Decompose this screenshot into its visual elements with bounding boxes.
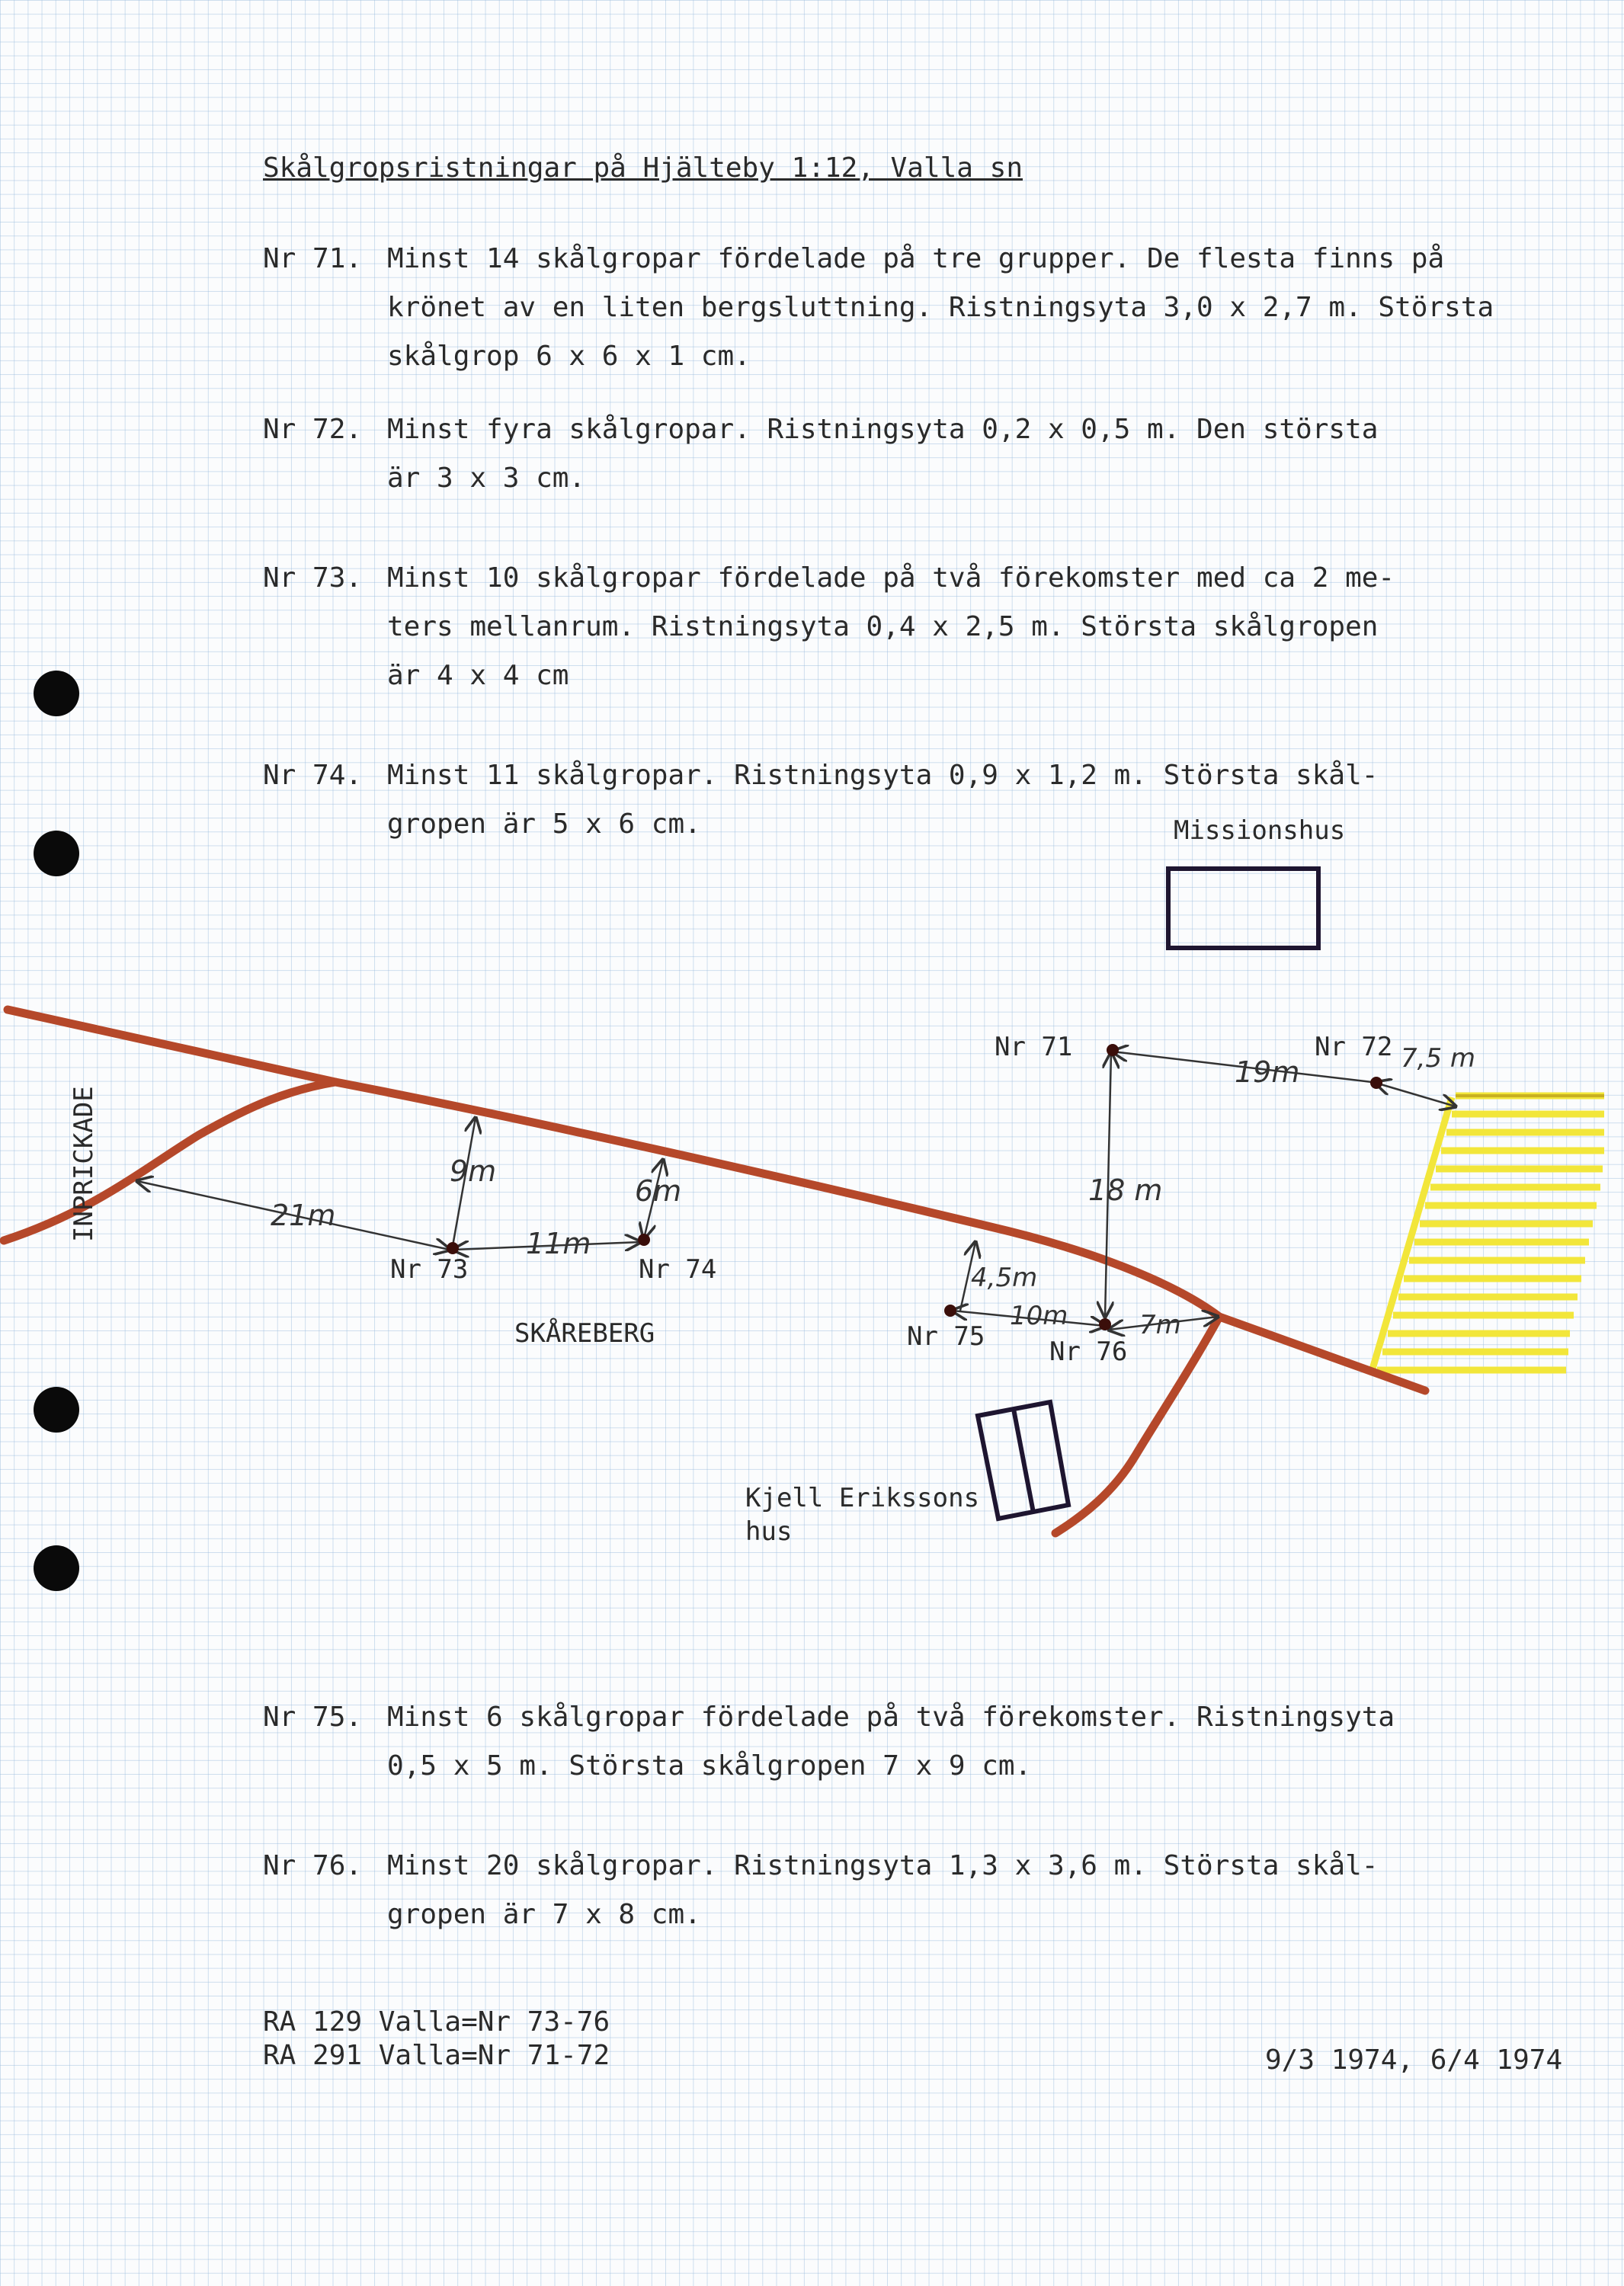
missionshus-label: Missionshus (1174, 815, 1346, 846)
site-point-73 (447, 1242, 459, 1254)
entry-text: är 3 x 3 cm. (387, 463, 586, 494)
entry-text: gropen är 5 x 6 cm. (387, 808, 701, 840)
site-point-76 (1099, 1318, 1111, 1330)
entry-nr: Nr 76. (263, 1850, 363, 1881)
distance-label: 4,5m (971, 1263, 1038, 1293)
entry-nr: Nr 72. (263, 414, 363, 445)
distance-label: 6m (635, 1174, 682, 1208)
entry-text: Minst fyra skålgropar. Ristningsyta 0,2 x 0,5 m. Den största (387, 414, 1379, 445)
inprickade-label: INPRICKADE (69, 1086, 99, 1242)
entry-nr: Nr 73. (263, 562, 363, 594)
kjell-house-label: hus (745, 1516, 793, 1547)
entry-nr: Nr 74. (263, 760, 363, 791)
site-label-75: Nr 75 (907, 1321, 985, 1352)
distance-label: 11m (526, 1227, 591, 1260)
missionshus-building (1168, 869, 1318, 948)
site-point-72 (1370, 1077, 1382, 1089)
distance-label: 7,5 m (1401, 1043, 1475, 1074)
skareberg-label: SKÅREBERG (514, 1318, 655, 1349)
site-point-71 (1107, 1044, 1119, 1056)
entry-text: är 4 x 4 cm (387, 660, 569, 691)
site-label-72: Nr 72 (1315, 1032, 1393, 1062)
entry-text: krönet av en liten bergsluttning. Ristningsyta 3,0 x 2,7 m. Största (387, 292, 1494, 323)
dim-line-7-5m (1376, 1083, 1456, 1106)
entry-text: gropen är 7 x 8 cm. (387, 1899, 701, 1930)
entry-text: skålgrop 6 x 6 x 1 cm. (387, 341, 751, 372)
reference-line: RA 129 Valla=Nr 73-76 (263, 2006, 610, 2038)
hatched-area (1372, 1096, 1604, 1372)
entry-nr: Nr 71. (263, 243, 363, 274)
distance-label: 7m (1139, 1310, 1181, 1340)
distance-label: 21m (271, 1199, 336, 1232)
date-line: 9/3 1974, 6/4 1974 (1265, 2044, 1563, 2076)
entry-text: 0,5 x 5 m. Största skålgropen 7 x 9 cm. (387, 1750, 1032, 1782)
entry-text: Minst 11 skålgropar. Ristningsyta 0,9 x 1,2 m. Största skål- (387, 760, 1379, 791)
reference-line: RA 291 Valla=Nr 71-72 (263, 2040, 610, 2071)
page-title: Skålgropsristningar på Hjälteby 1:12, Valla sn (263, 152, 1023, 184)
site-point-74 (638, 1234, 650, 1246)
entry-text: Minst 20 skålgropar. Ristningsyta 1,3 x 3,6 m. Största skål- (387, 1850, 1379, 1881)
distance-label: 9m (450, 1154, 497, 1188)
entry-text: Minst 6 skålgropar fördelade på två förekomster. Ristningsyta (387, 1702, 1395, 1733)
site-point-75 (944, 1305, 956, 1317)
site-label-76: Nr 76 (1049, 1337, 1128, 1367)
site-label-71: Nr 71 (995, 1032, 1073, 1062)
entry-text: Minst 10 skålgropar fördelade på två förekomster med ca 2 me- (387, 562, 1395, 594)
site-label-74: Nr 74 (639, 1254, 717, 1285)
distance-label: 18 m (1088, 1173, 1163, 1207)
kjell-house-building (978, 1402, 1068, 1519)
distance-label: 10m (1010, 1301, 1068, 1331)
entry-text: Minst 14 skålgropar fördelade på tre grupper. De flesta finns på (387, 243, 1445, 274)
kjell-house-label: Kjell Erikssons (745, 1483, 980, 1513)
entry-text: ters mellanrum. Ristningsyta 0,4 x 2,5 m. Största skålgropen (387, 611, 1379, 642)
site-label-73: Nr 73 (390, 1254, 469, 1285)
entry-nr: Nr 75. (263, 1702, 363, 1733)
distance-label: 19m (1235, 1055, 1300, 1089)
